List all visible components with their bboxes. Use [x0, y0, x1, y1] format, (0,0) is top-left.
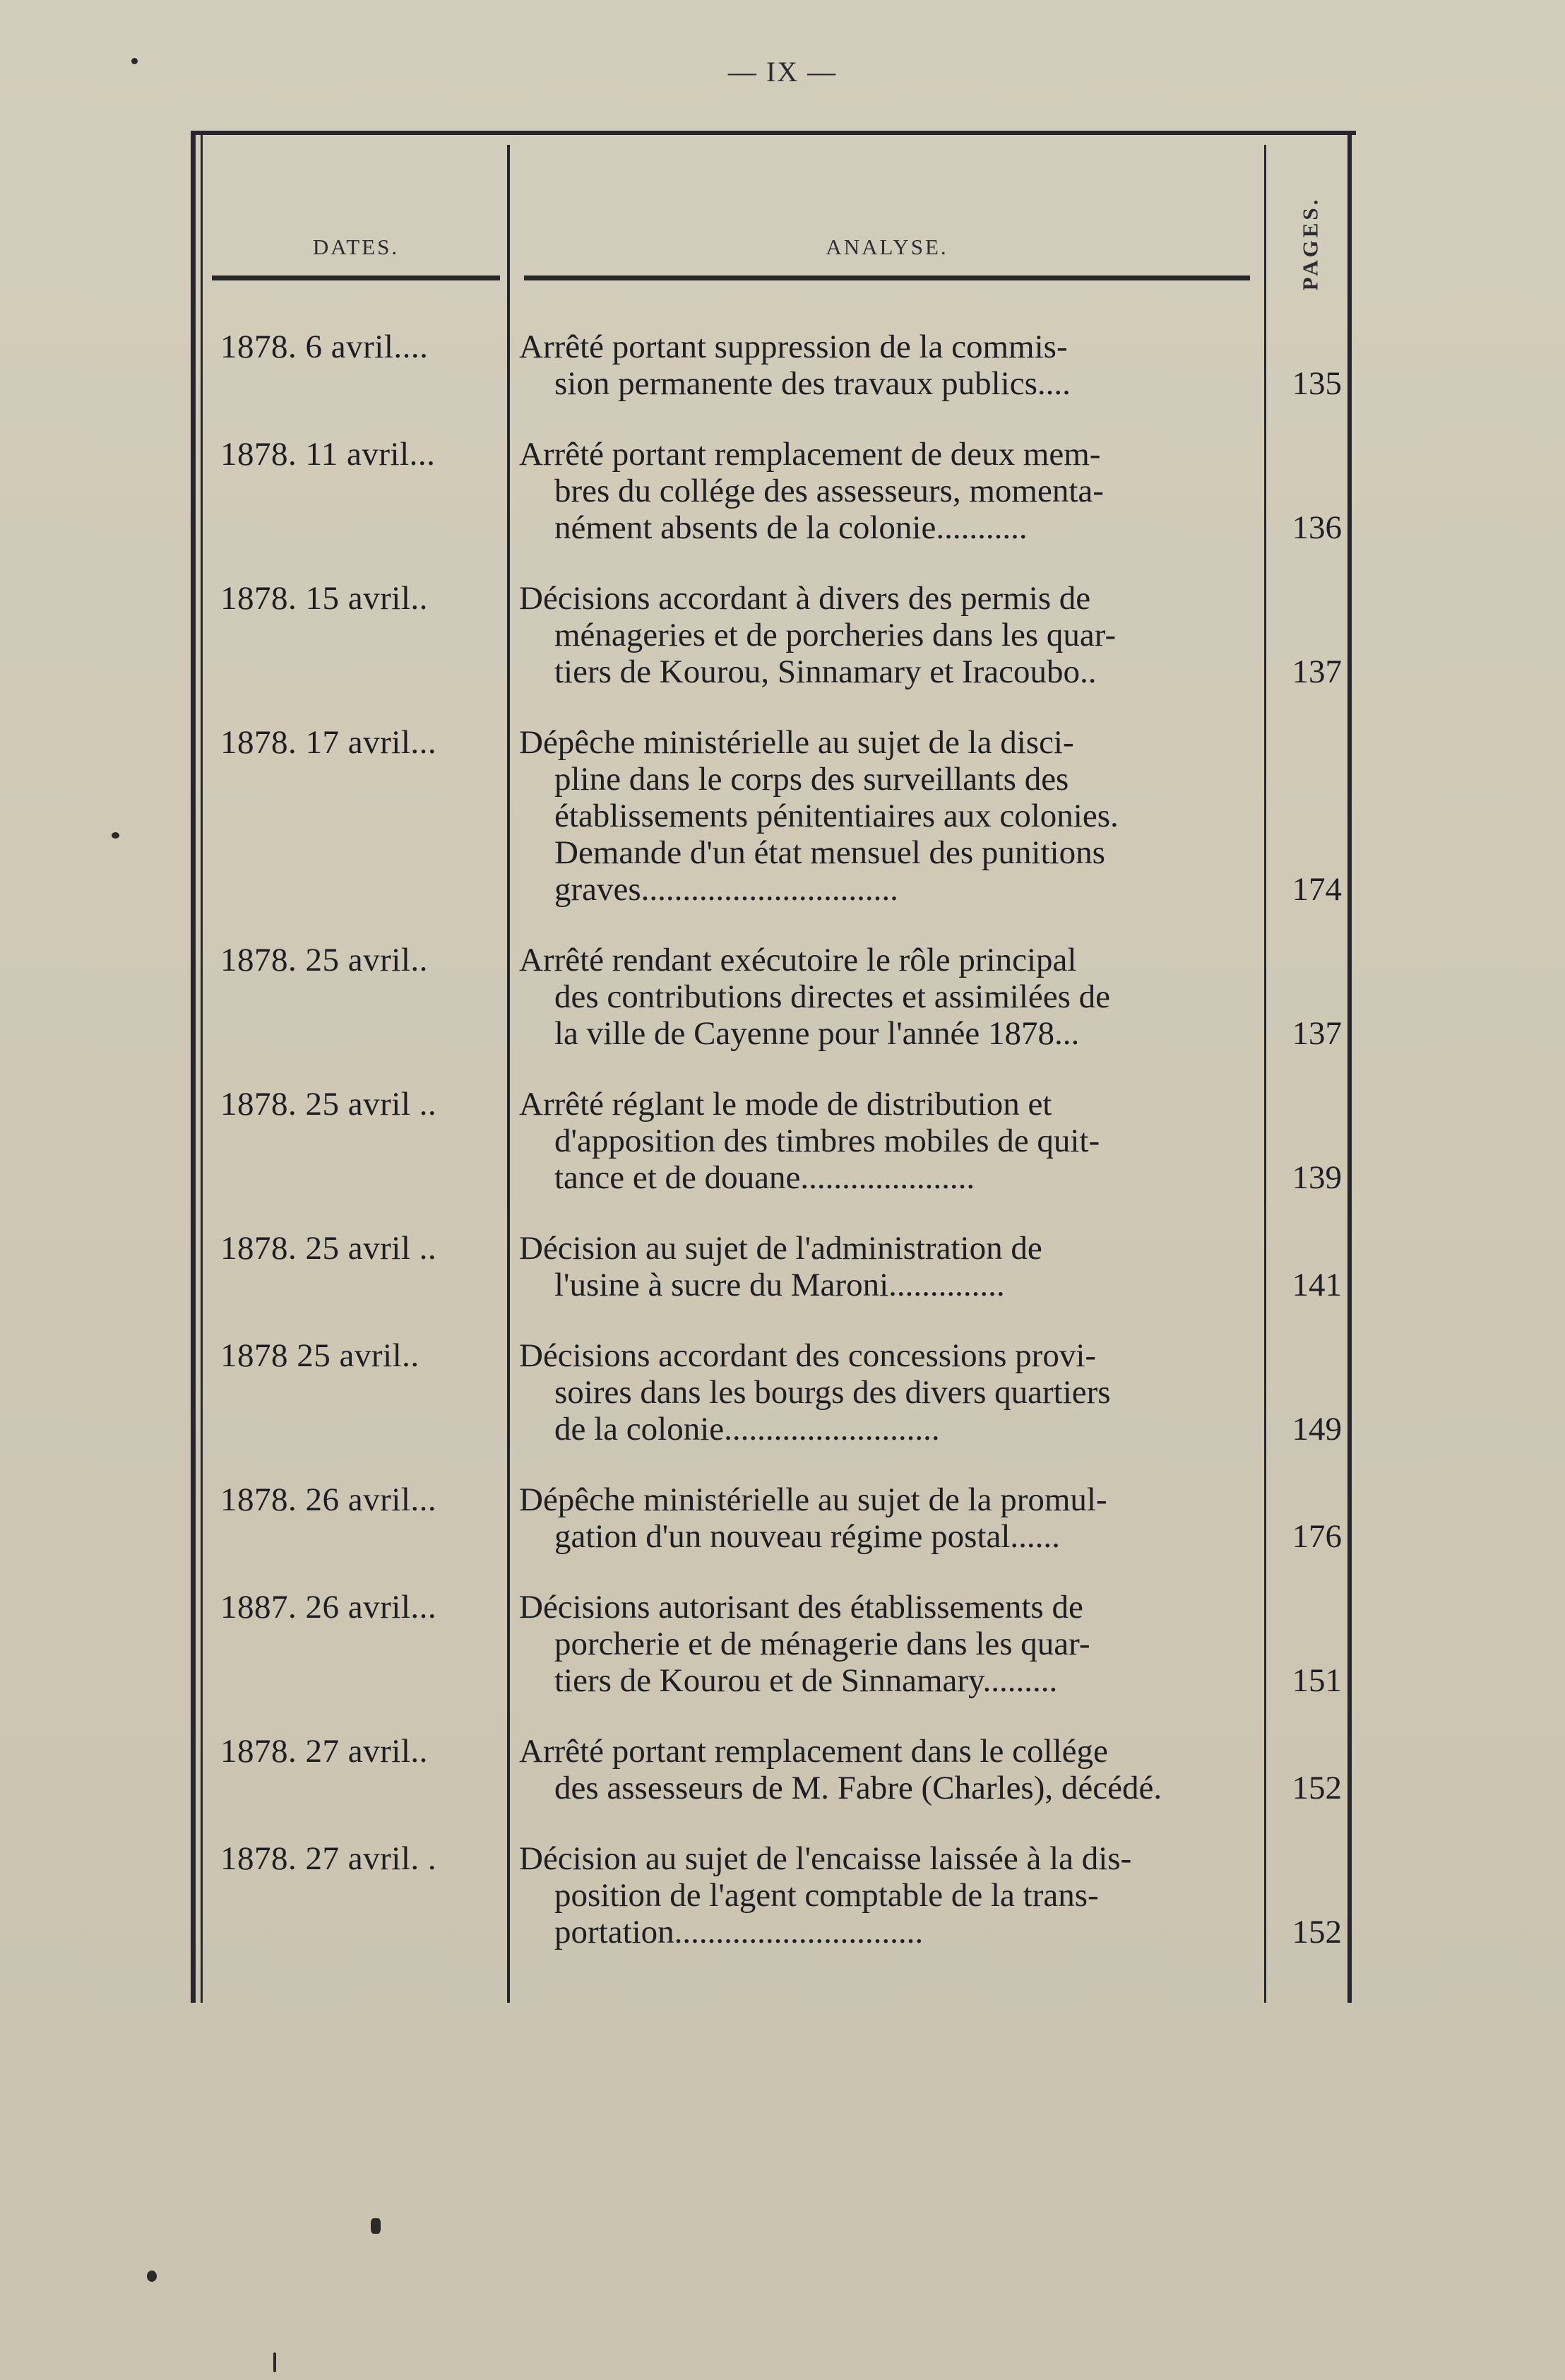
analyse-line: Décisions accordant des concessions provi-: [519, 1337, 1097, 1374]
analyse-line: des contributions directes et assimilées de: [554, 978, 1111, 1015]
row-analyse: [519, 942, 1257, 1052]
table-row: [191, 436, 1356, 546]
row-date: 1878 25 avril..: [220, 1337, 419, 1374]
analyse-line: nément absents de la colonie...........: [554, 509, 1028, 546]
row-date: 1878. 25 avril..: [220, 942, 428, 978]
ink-speck: [112, 832, 119, 839]
table-row: [191, 1230, 1356, 1303]
row-analyse: [519, 1086, 1257, 1196]
analyse-line: d'apposition des timbres mobiles de quit-: [554, 1123, 1100, 1159]
header-pages: PAGES.: [1297, 196, 1322, 291]
row-analyse: [519, 328, 1257, 402]
header-analyse: ANALYSE.: [826, 235, 948, 259]
analyse-line: bres du collége des assesseurs, momenta-: [554, 473, 1104, 509]
analyse-line: position de l'agent comptable de la trans-: [554, 1877, 1099, 1914]
page-number: — IX —: [727, 56, 838, 88]
analyse-line: sion permanente des travaux publics....: [554, 365, 1071, 402]
analyse-line: tance et de douane.....................: [554, 1159, 975, 1196]
analyse-line: Arrêté portant suppression de la commis-: [519, 328, 1068, 365]
table-row: [191, 1337, 1356, 1447]
row-date: 1878. 27 avril. .: [220, 1840, 437, 1877]
analyse-line: gation d'un nouveau régime postal......: [554, 1518, 1060, 1555]
row-analyse: [519, 1840, 1257, 1950]
analyse-line: Dépêche ministérielle au sujet de la disci-: [519, 724, 1074, 761]
row-date: 1887. 26 avril...: [220, 1589, 437, 1626]
row-page: 152: [1292, 1770, 1342, 1806]
row-date: 1878. 27 avril..: [220, 1733, 428, 1770]
row-page: 152: [1292, 1914, 1342, 1950]
row-analyse: [519, 1337, 1257, 1447]
analyse-line: Décisions accordant à divers des permis de: [519, 580, 1091, 617]
analyse-line: Arrêté réglant le mode de distribution et: [519, 1086, 1052, 1123]
row-date: 1878. 11 avril...: [220, 436, 436, 473]
table-row: [191, 328, 1356, 402]
row-analyse: [519, 580, 1257, 690]
row-page: 139: [1292, 1159, 1342, 1196]
analyse-line: Décision au sujet de l'administration de: [519, 1230, 1042, 1267]
row-date: 1878. 26 avril...: [220, 1481, 437, 1518]
table-row: [191, 1840, 1356, 1950]
table-row: [191, 724, 1356, 908]
row-analyse: [519, 724, 1257, 908]
table-row: [191, 1481, 1356, 1555]
row-page: 136: [1292, 509, 1342, 546]
table-top-rule: [191, 131, 1356, 135]
analyse-line: la ville de Cayenne pour l'année 1878...: [554, 1015, 1080, 1052]
analyse-line: l'usine à sucre du Maroni..............: [554, 1267, 1005, 1303]
analyse-line: établissements pénitentiaires aux colonies.: [554, 798, 1119, 834]
row-page: 151: [1292, 1662, 1342, 1699]
analyse-line: Dépêche ministérielle au sujet de la promul-: [519, 1481, 1107, 1518]
row-page: 141: [1292, 1267, 1342, 1303]
analyse-line: Arrêté rendant exécutoire le rôle principal: [519, 942, 1077, 978]
ink-speck: [273, 2352, 276, 2372]
analyse-line: Décisions autorisant des établissements de: [519, 1589, 1083, 1626]
analyse-line: Demande d'un état mensuel des punitions: [554, 834, 1105, 871]
analyse-line: de la colonie..........................: [554, 1411, 940, 1447]
table-row: [191, 1086, 1356, 1196]
analyse-line: graves...............................: [554, 871, 898, 908]
row-page: 135: [1292, 365, 1342, 402]
row-page: 174: [1292, 871, 1342, 908]
row-page: 149: [1292, 1411, 1342, 1447]
analyse-line: des assesseurs de M. Fabre (Charles), décédé.: [554, 1770, 1162, 1806]
row-page: 137: [1292, 653, 1342, 690]
index-table: [191, 131, 1356, 2003]
analyse-line: tiers de Kourou, Sinnamary et Iracoubo..: [554, 653, 1097, 690]
ink-speck: [371, 2218, 381, 2234]
table-body: [191, 328, 1356, 1950]
analyse-line: soires dans les bourgs des divers quartiers: [554, 1374, 1111, 1411]
row-analyse: [519, 1733, 1257, 1806]
row-date: 1878. 25 avril ..: [220, 1230, 437, 1267]
row-date: 1878. 17 avril...: [220, 724, 437, 761]
row-page: 176: [1292, 1518, 1342, 1555]
ink-speck: [147, 2271, 157, 2282]
row-analyse: [519, 436, 1257, 546]
analyse-line: porcherie et de ménagerie dans les quar-: [554, 1626, 1090, 1662]
analyse-line: tiers de Kourou et de Sinnamary.........: [554, 1662, 1058, 1699]
row-date: 1878. 15 avril..: [220, 580, 428, 617]
table-row: [191, 580, 1356, 690]
row-analyse: [519, 1481, 1257, 1555]
analyse-line: Arrêté portant remplacement de deux mem-: [519, 436, 1101, 473]
analyse-line: Arrêté portant remplacement dans le collége: [519, 1733, 1108, 1770]
row-analyse: [519, 1589, 1257, 1699]
row-analyse: [519, 1230, 1257, 1303]
table-row: [191, 1733, 1356, 1806]
table-row: [191, 1589, 1356, 1699]
header-dates: DATES.: [312, 235, 400, 259]
analyse-line: ménageries et de porcheries dans les quar-: [554, 617, 1117, 653]
ink-speck: [131, 58, 138, 64]
row-date: 1878. 25 avril ..: [220, 1086, 437, 1123]
analyse-line: Décision au sujet de l'encaisse laissée à la dis-: [519, 1840, 1132, 1877]
analyse-line: pline dans le corps des surveillants des: [554, 761, 1069, 798]
row-date: 1878. 6 avril....: [220, 328, 429, 365]
table-row: [191, 942, 1356, 1052]
analyse-line: portation..............................: [554, 1914, 924, 1950]
row-page: 137: [1292, 1015, 1342, 1052]
